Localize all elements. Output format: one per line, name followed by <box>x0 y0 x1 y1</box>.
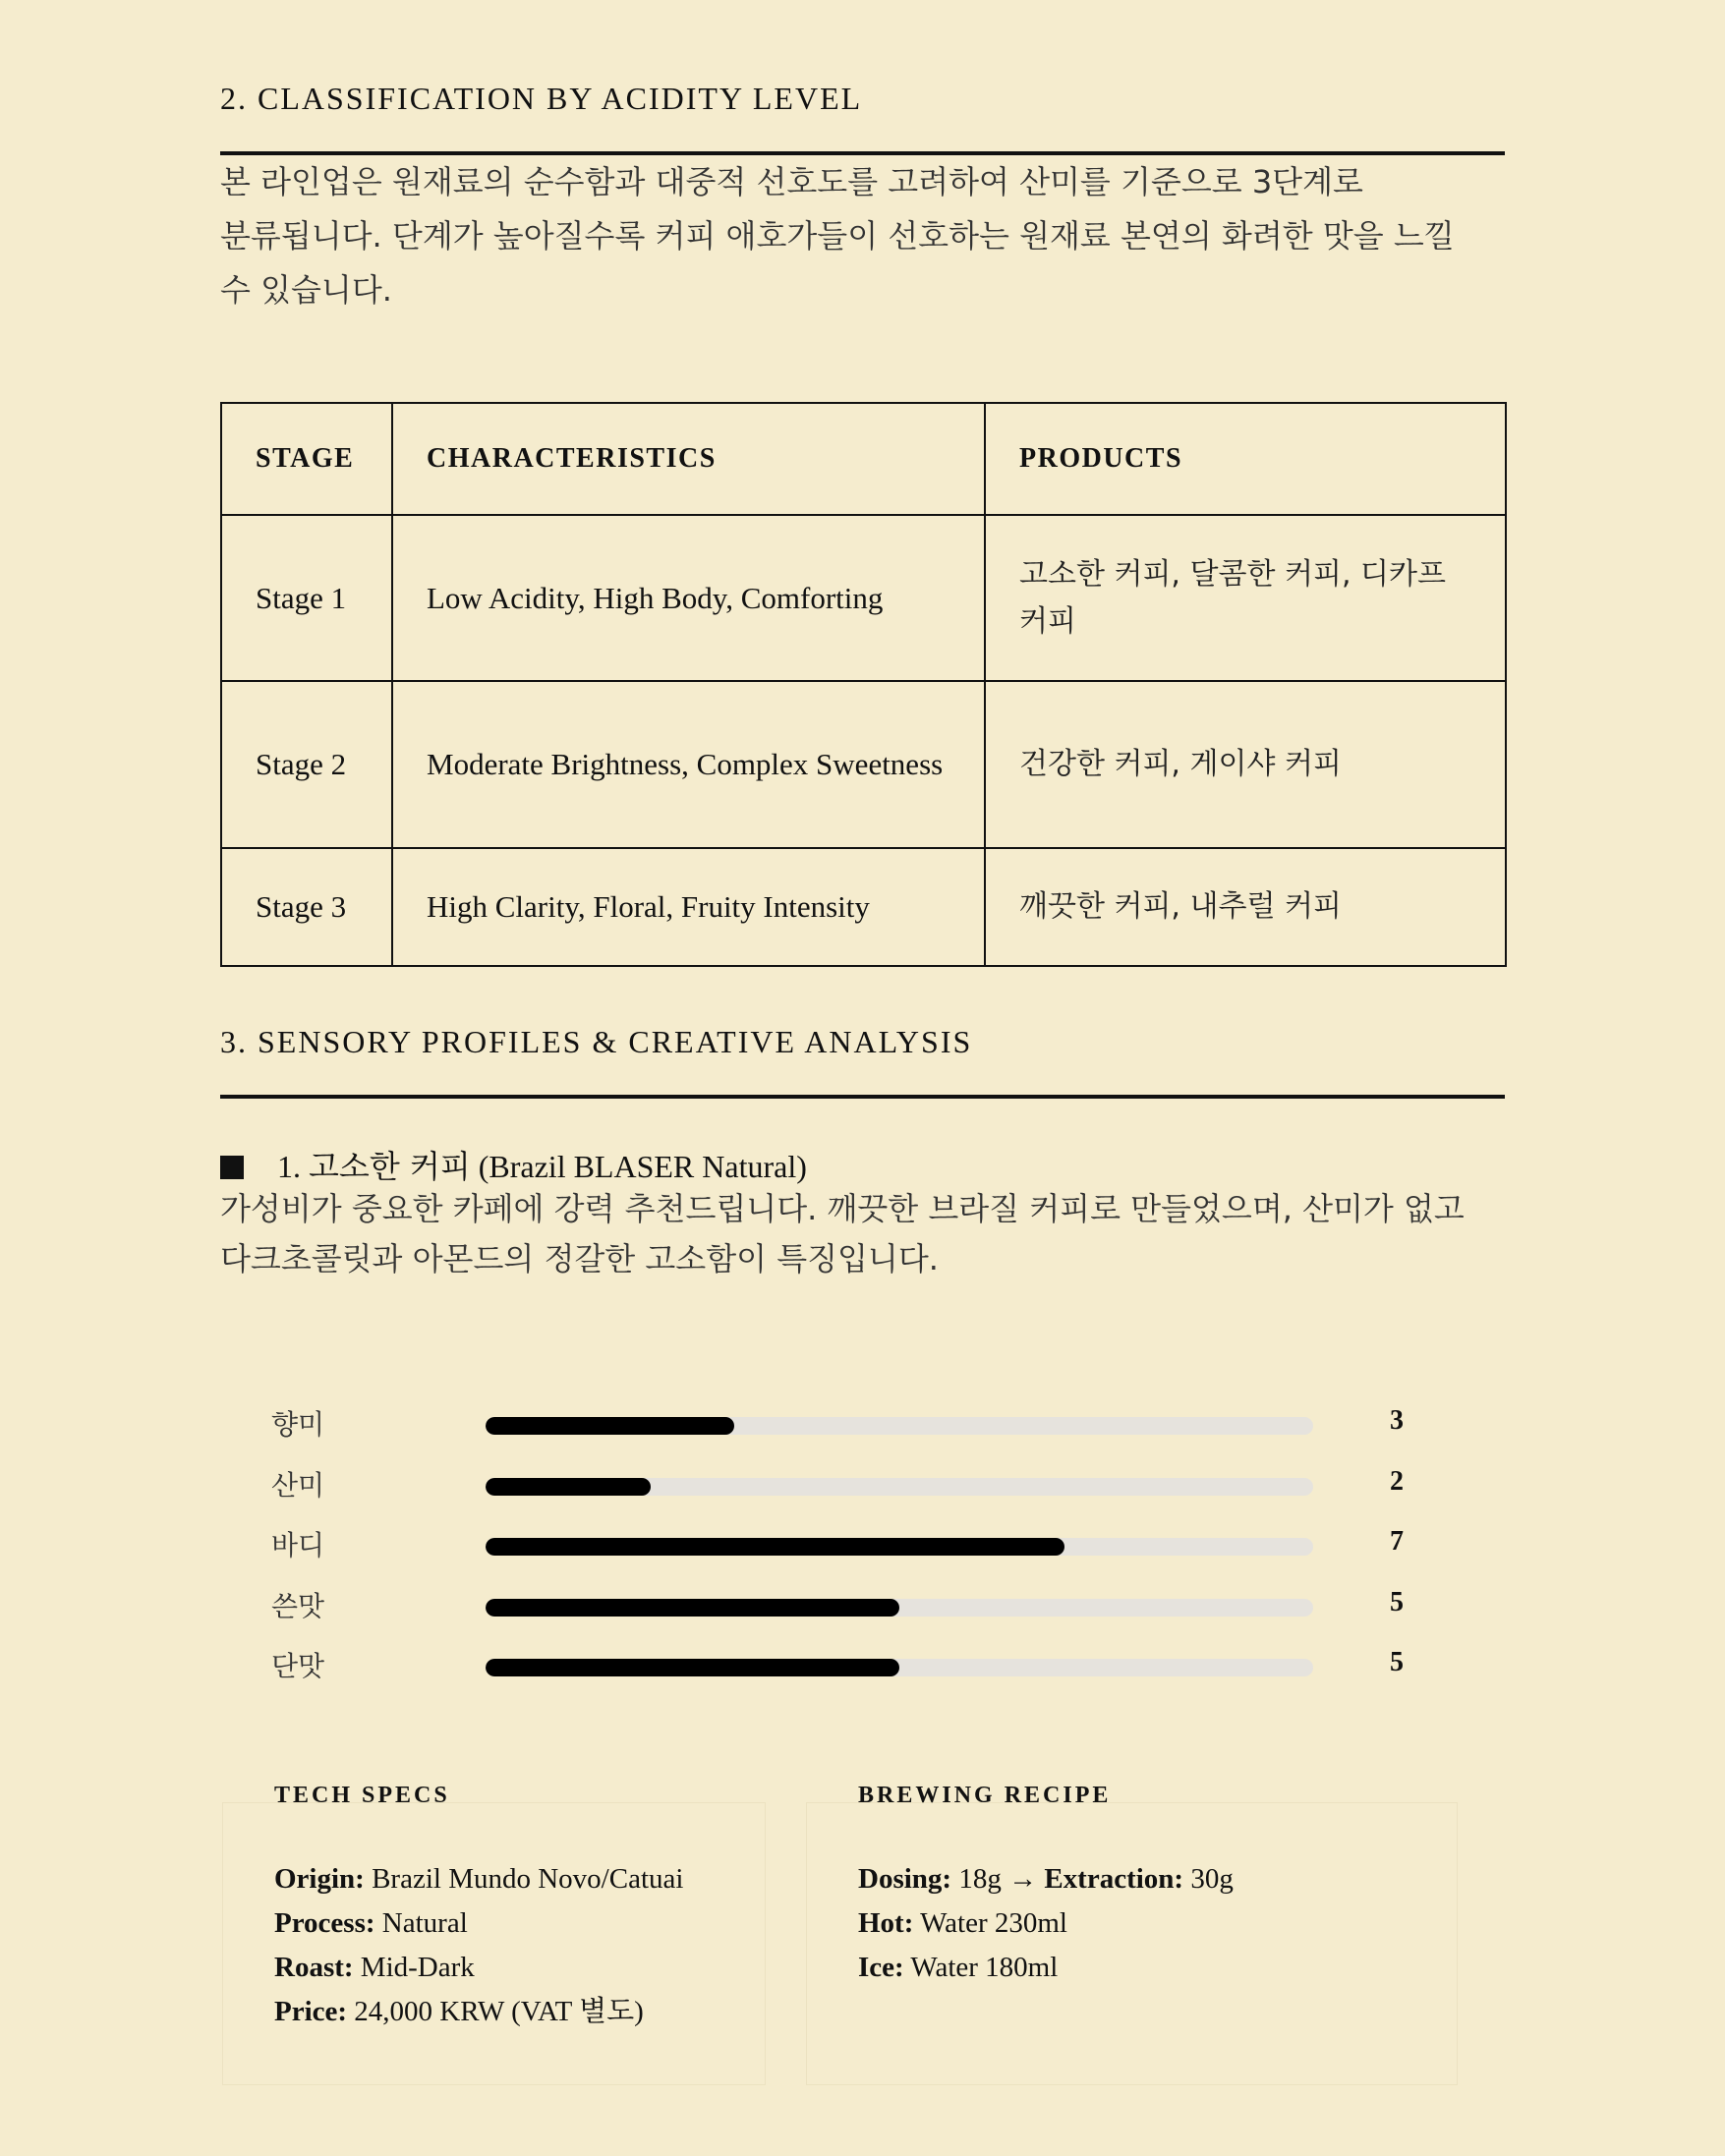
hot-value: Water 230ml <box>920 1907 1067 1939</box>
table-row <box>221 848 1506 966</box>
intro-line: 분류됩니다. 단계가 높아질수록 커피 애호가들이 선호하는 원재료 본연의 화려한 맛을 느낄 <box>220 217 1455 255</box>
process-label: Process: <box>274 1907 375 1939</box>
product-title <box>220 1142 807 1187</box>
profile-bar-fill <box>486 1417 734 1435</box>
price-value: 24,000 KRW (VAT 별도) <box>354 1996 644 2027</box>
profile-label: 쓴맛 <box>271 1589 325 1622</box>
profile-label: 향미 <box>271 1408 325 1441</box>
profile-label: 산미 <box>271 1468 325 1502</box>
profile-bar-track <box>486 1478 1313 1496</box>
header-products: PRODUCTS <box>985 403 1506 515</box>
brewing-recipe-list <box>858 1857 1234 1990</box>
stage-cell: Stage 2 <box>221 681 392 848</box>
characteristics-cell: Moderate Brightness, Complex Sweetness <box>392 681 985 848</box>
intro-line: 본 라인업은 원재료의 순수함과 대중적 선호도를 고려하여 산미를 기준으로 3단계로 <box>220 163 1363 200</box>
profile-bar-track <box>486 1659 1313 1676</box>
arrow-right-icon: → <box>1008 1863 1038 1895</box>
header-characteristics: CHARACTERISTICS <box>392 403 985 515</box>
profile-value: 5 <box>1390 1647 1404 1677</box>
intro-line: 수 있습니다. <box>220 271 392 309</box>
roast-value: Mid-Dark <box>360 1952 475 1983</box>
stage-cell: Stage 1 <box>221 515 392 681</box>
brewing-recipe-title: BREWING RECIPE <box>858 1783 1112 1808</box>
profile-value: 3 <box>1390 1405 1404 1436</box>
profile-label: 단맛 <box>271 1650 325 1682</box>
profile-bar-track <box>486 1538 1313 1556</box>
product-description <box>220 1184 1498 1284</box>
table-row <box>221 515 1506 681</box>
products-cell: 깨끗한 커피, 내추럴 커피 <box>985 848 1506 966</box>
characteristics-cell: Low Acidity, High Body, Comforting <box>392 515 985 681</box>
profile-bar-track <box>486 1599 1313 1617</box>
tech-specs-list <box>274 1857 683 2034</box>
square-bullet-icon <box>220 1156 244 1179</box>
section-3-title: 3. SENSORY PROFILES & CREATIVE ANALYSIS <box>220 1024 973 1059</box>
extraction-value: 30g <box>1190 1863 1234 1895</box>
profile-row <box>220 1456 1459 1517</box>
ice-label: Ice: <box>858 1952 904 1983</box>
process-value: Natural <box>381 1907 468 1939</box>
section-2-intro <box>220 155 1498 317</box>
products-cell: 고소한 커피, 달콤한 커피, 디카프 커피 <box>985 515 1506 681</box>
dosing-label: Dosing: <box>858 1863 952 1895</box>
price-label: Price: <box>274 1996 348 2027</box>
profile-row <box>220 1577 1459 1638</box>
header-stage: STAGE <box>221 403 392 515</box>
sensory-profile-bars <box>220 1395 1459 1698</box>
profile-bar-track <box>486 1417 1313 1435</box>
profile-row <box>220 1516 1459 1577</box>
products-cell: 건강한 커피, 게이샤 커피 <box>985 681 1506 848</box>
profile-value: 2 <box>1390 1465 1404 1497</box>
extraction-label: Extraction: <box>1044 1863 1184 1895</box>
desc-line: 다크초콜릿과 아몬드의 정갈한 고소함이 특징입니다. <box>220 1240 939 1277</box>
origin-value: Brazil Mundo Novo/Catuai <box>372 1863 684 1895</box>
acidity-stage-table <box>220 402 1507 967</box>
product-name-en: (Brazil BLASER Natural) <box>478 1149 807 1184</box>
profile-bar-fill <box>486 1599 899 1617</box>
profile-bar-fill <box>486 1659 899 1676</box>
profile-value: 5 <box>1390 1586 1404 1617</box>
tech-specs-title: TECH SPECS <box>274 1783 450 1808</box>
section-2-title: 2. CLASSIFICATION BY ACIDITY LEVEL <box>220 81 863 116</box>
table-row <box>221 681 1506 848</box>
table-header-row <box>221 403 1506 515</box>
profile-label: 바디 <box>271 1529 325 1561</box>
desc-line: 가성비가 중요한 카페에 강력 추천드립니다. 깨끗한 브라질 커피로 만들었으며, 산미가 없고 <box>220 1190 1465 1227</box>
hot-label: Hot: <box>858 1907 914 1939</box>
stage-cell: Stage 3 <box>221 848 392 966</box>
profile-value: 7 <box>1390 1526 1404 1557</box>
characteristics-cell: High Clarity, Floral, Fruity Intensity <box>392 848 985 966</box>
profile-bar-fill <box>486 1538 1064 1556</box>
profile-bar-fill <box>486 1478 651 1496</box>
ice-value: Water 180ml <box>910 1952 1059 1983</box>
dosing-value: 18g <box>958 1863 1002 1895</box>
profile-row <box>220 1637 1459 1698</box>
origin-label: Origin: <box>274 1863 365 1895</box>
roast-label: Roast: <box>274 1952 354 1983</box>
product-name-ko: 고소한 커피 <box>309 1148 471 1185</box>
product-number: 1. <box>277 1149 301 1184</box>
profile-row <box>220 1395 1459 1456</box>
section-3-rule <box>220 1095 1505 1099</box>
